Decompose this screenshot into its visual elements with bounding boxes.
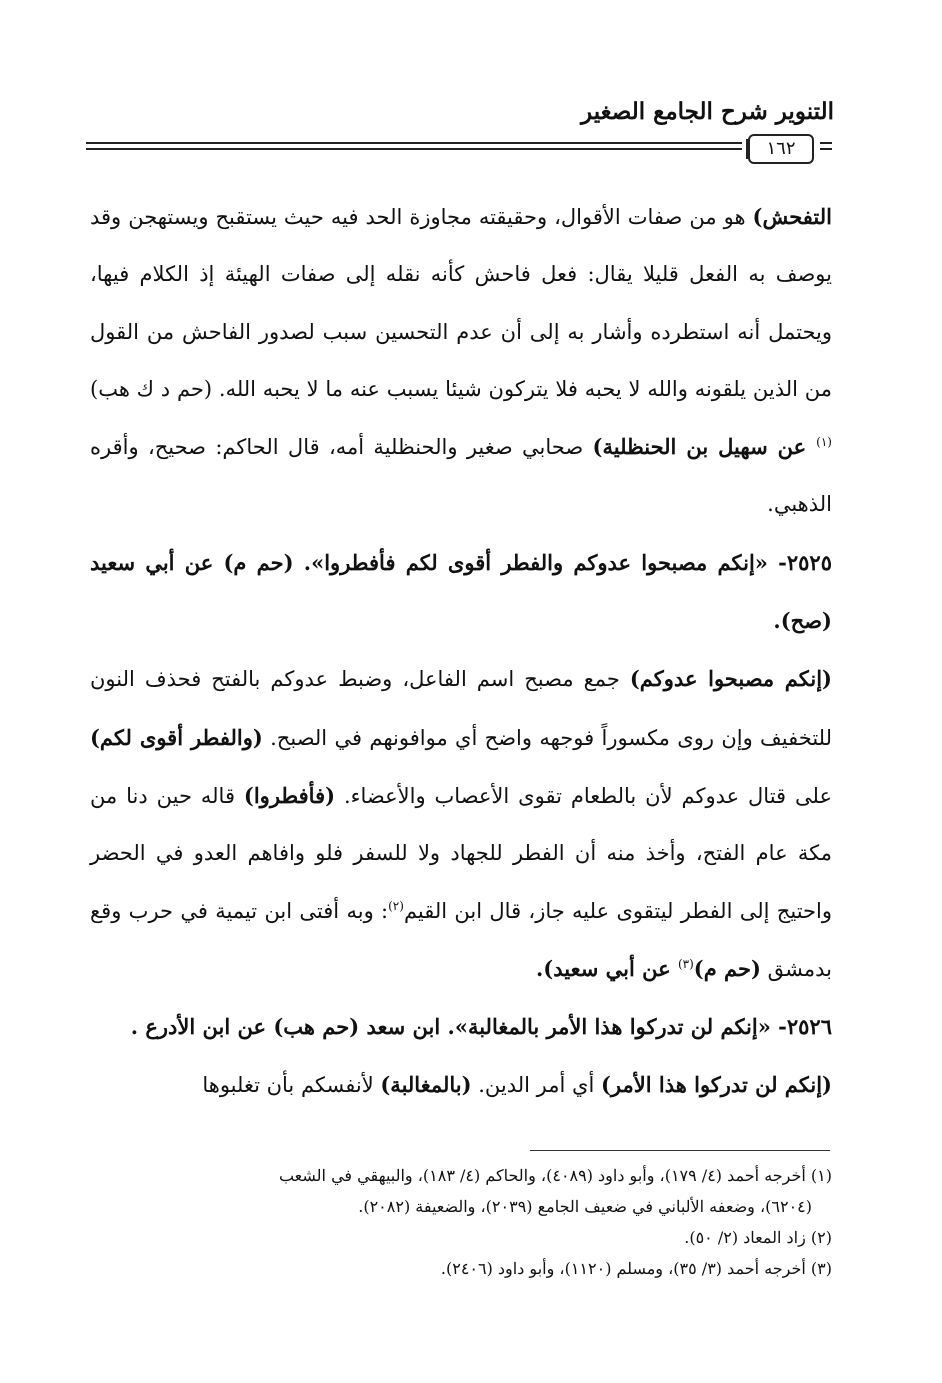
bold-term: (إنكم لن تدركوا هذا الأمر) <box>600 1072 832 1098</box>
hadith-2525 <box>90 534 832 651</box>
header-rule-bottom <box>86 148 742 150</box>
bold-term: (والفطر أقوى لكم) <box>90 724 263 750</box>
bold-source: (حم م) <box>693 955 761 981</box>
hadith-text: ٢٥٢٥- «إنكم مصبحوا عدوكم والفطر أقوى لكم فأفطروا». (حم م) عن أبي سعيد (صح). <box>90 549 832 634</box>
footnotes <box>90 1160 832 1284</box>
footnote-ref-2: (٢) <box>388 898 404 913</box>
header-rule-end <box>820 140 832 150</box>
text-run: هو من صفات الأقوال، وحقيقته مجاوزة الحد فيه حيث يستقبح ويستهجن وقد يوصف به الفعل قليلا يقال: فعل فاحش كأنه نقله إلى صفات الهيئة إذ الكلام فيها، ويحتمل أنه استطرده وأشار به إلى أن عدم التحسين سبب لصدور الفاحش من القول من الذين يلقونه والله لا يحبه فلا يتركون شيئا يسبب عنه ما لا يحبه الله. (حم د ك هب) <box>90 205 832 401</box>
text-run: أي أمر الدين. <box>471 1073 601 1098</box>
page-number: ١٦٢ <box>748 134 814 164</box>
running-title: التنوير شرح الجامع الصغير <box>581 98 834 125</box>
text-run: جمع مصبح اسم الفاعل، وضبط عدوكم بالفتح فحذف النون للتخفيف وإن روى مكسوراً فوجهه واضح أي موافونهم في الصبح. <box>90 667 833 750</box>
paragraph-commentary-3 <box>90 1056 832 1114</box>
footnote-1-continued: (٦٢٠٤)، وضعفه الألباني في ضعيف الجامع (٢٠٣٩)، والضعيفة (٢٠٨٢). <box>358 1197 812 1216</box>
text-run: : وبه أفتى ابن تيمية في حرب وقع بدمشق <box>90 898 832 981</box>
bold-term: التفحش) <box>752 204 832 229</box>
text-run: لأنفسكم بأن تغلبوها <box>202 1073 381 1098</box>
footnote-separator <box>530 1150 830 1151</box>
hadith-2526 <box>90 998 832 1056</box>
text-run: قاله حين دنا من مكة عام الفتح، وأخذ منه أن الفطر للجهاد ولا للسفر فلو وافاهم العدو في الحضر واحتيج إلى الفطر ليتقوى عليه جاز، قال ابن القيم <box>90 783 832 923</box>
header-rule-top <box>86 142 742 144</box>
paragraph-commentary-1 <box>90 188 832 534</box>
footnote-ref-1: (١) <box>816 435 832 450</box>
footnote-1: (١) أخرجه أحمد (٤/ ١٧٩)، وأبو داود (٤٠٨٩)، والحاكم (٤/ ١٨٣)، والبيهقي في الشعب <box>278 1166 832 1185</box>
paragraph-commentary-2 <box>90 650 832 998</box>
footnote-3: (٣) أخرجه أحمد (٣/ ٣٥)، ومسلم (١١٢٠)، وأبو داود (٢٤٠٦). <box>440 1259 832 1278</box>
bold-term: (إنكم مصبحوا عدوكم) <box>629 666 832 692</box>
main-text <box>90 188 832 1115</box>
footnote-2: (٢) زاد المعاد (٢/ ٥٠). <box>684 1228 832 1247</box>
text-run: صحابي صغير والحنظلية أمه، قال الحاكم: صحيح، وأقره الذهبي. <box>90 435 832 517</box>
bold-term: (بالمغالبة) <box>380 1072 472 1098</box>
text-run: على قتال عدوكم لأن بالطعام تقوى الأعصاب والأعضاء. <box>335 783 832 808</box>
page-header <box>86 96 836 176</box>
footnote-ref-3: (٣) <box>677 956 694 971</box>
bold-narrator: عن سهيل بن الحنظلية) <box>592 434 817 460</box>
bold-narrator: عن أبي سعيد). <box>536 955 678 981</box>
hadith-text: ٢٥٢٦- «إنكم لن تدركوا هذا الأمر بالمغالبة». ابن سعد (حم هب) عن ابن الأدرع . <box>130 1014 832 1040</box>
bold-term: (فأفطروا) <box>243 782 336 808</box>
